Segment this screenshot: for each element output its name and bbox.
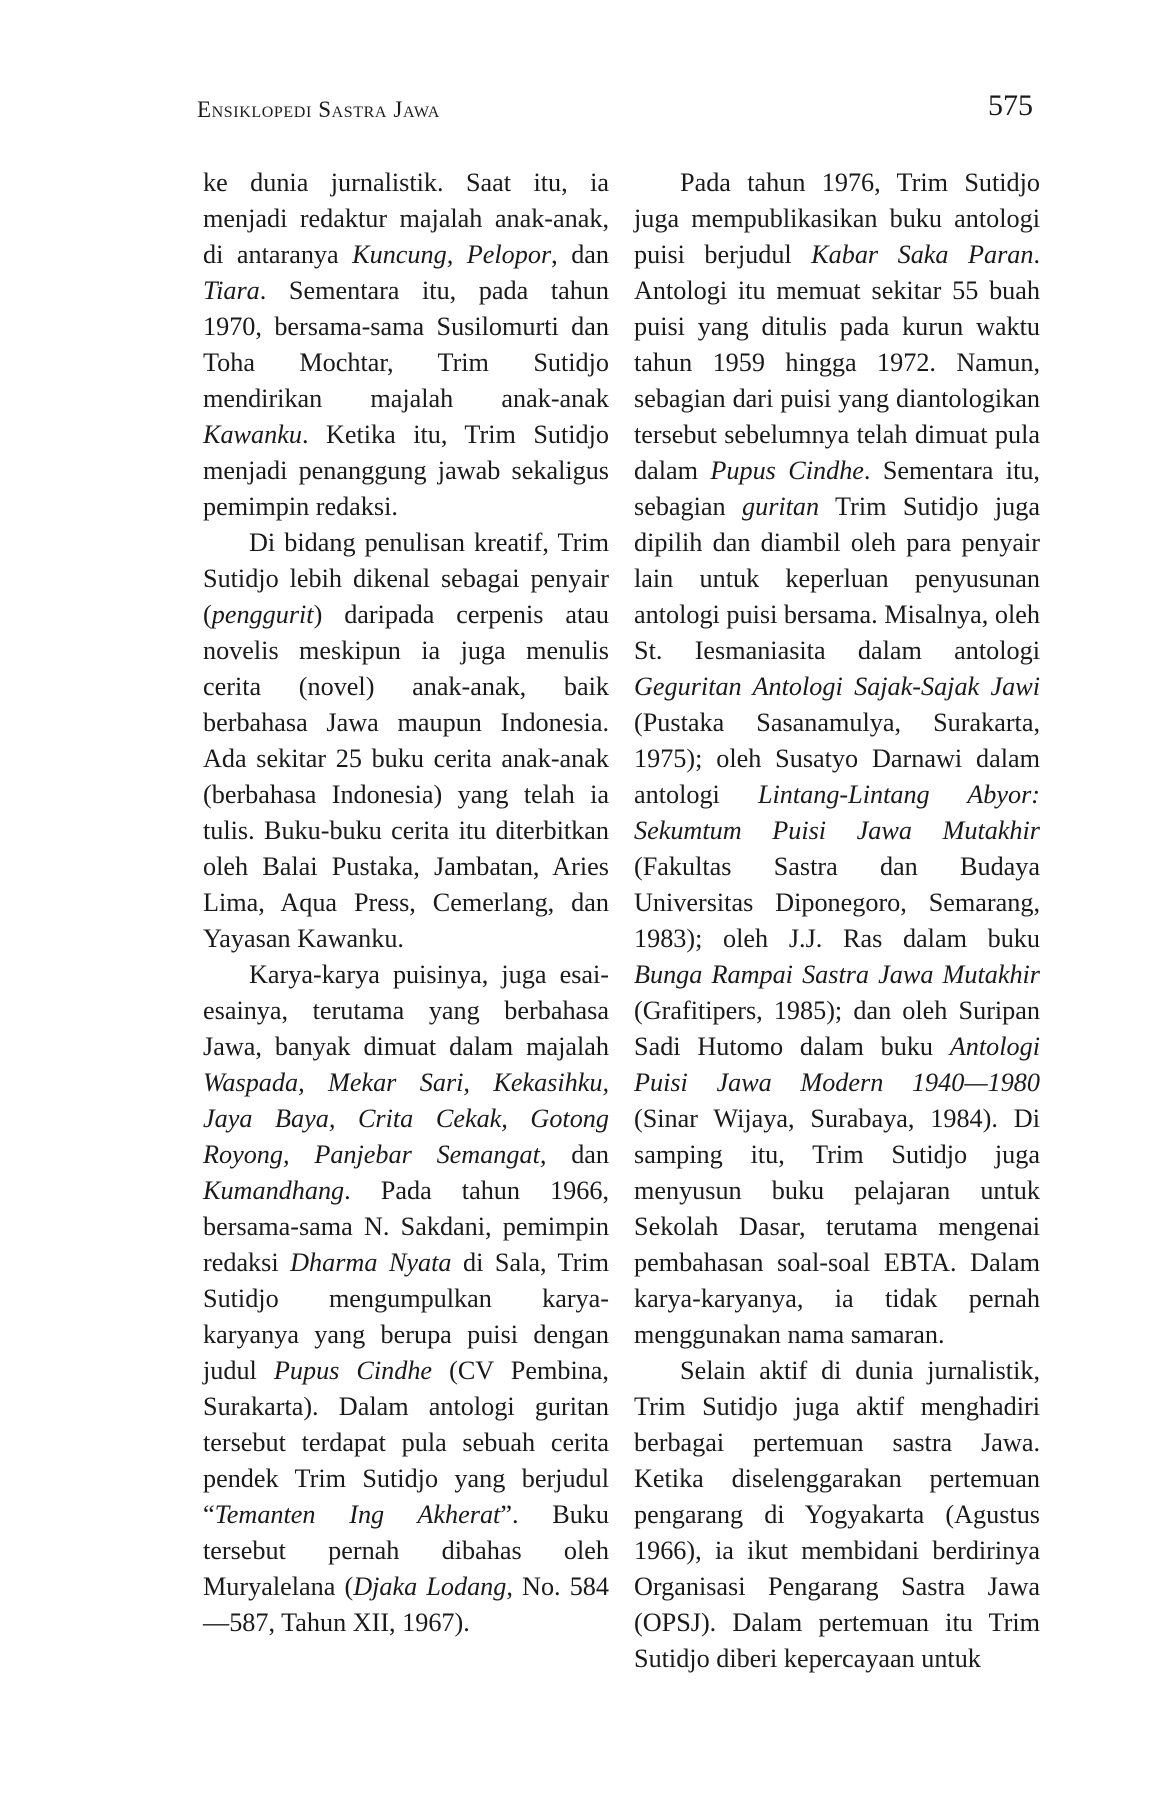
paragraph: [203, 957, 609, 1641]
italic-text: Pupus Cindhe: [710, 456, 864, 485]
italic-text: Geguritan Antologi Sajak-Sajak Jawi: [634, 672, 1040, 701]
italic-text: penggurit: [211, 600, 314, 629]
left-column: [203, 165, 609, 1641]
body-text: Pada tahun 1976, Trim Sutidjo juga mempublikasikan buku antologi puisi berjudul: [634, 168, 1040, 269]
body-text: . Sementara itu, sebagian: [634, 456, 1040, 521]
italic-text: Kuncung, Pelopor: [352, 240, 552, 269]
body-text: . Sementara itu, pada tahun 1970, bersama-sama Susilomurti dan Toha Mochtar, Trim Sutidjo mendirikan majalah anak-anak: [203, 276, 609, 413]
body-text: ke dunia jurnalistik. Saat itu, ia menjadi redaktur majalah anak-anak, di antaranya: [203, 168, 609, 269]
body-text: , No. 584—587, Tahun XII, 1967).: [203, 1572, 609, 1637]
body-text: Selain aktif di dunia jurnalistik, Trim Sutidjo juga aktif menghadiri berbagai pertemuan sastra Jawa. Ketika diselenggarakan pertemuan pengarang di Yogyakarta (Agustus 1966), ia ikut membidani berdirinya Organisasi Pengarang Sastra Jawa (OPSJ). Dalam pertemuan itu Trim Sutidjo diberi kepercayaan untuk: [634, 1356, 1040, 1673]
body-text: ”. Buku tersebut pernah dibahas oleh Muryalelana (: [203, 1500, 609, 1601]
body-text: . Pada tahun 1966, bersama-sama N. Sakdani, pemimpin redaksi: [203, 1176, 609, 1277]
italic-text: Temanten Ing Akherat: [214, 1500, 501, 1529]
italic-text: guritan: [742, 492, 820, 521]
italic-text: Pupus Cindhe: [273, 1356, 433, 1385]
page-number: 575: [988, 89, 1033, 122]
italic-text: Antologi Puisi Jawa Modern 1940—1980: [634, 1032, 1040, 1097]
body-text: dan: [546, 1140, 609, 1169]
right-column: [634, 165, 1040, 1677]
italic-text: Tiara: [203, 276, 260, 305]
paragraph: [634, 1353, 1040, 1677]
italic-text: Kawanku: [203, 420, 302, 449]
italic-text: Lintang-Lintang Abyor: Sekumtum Puisi Jawa Mutakhir: [634, 780, 1040, 845]
italic-text: Djaka Lodang: [353, 1572, 507, 1601]
body-text: . Ketika itu, Trim Sutidjo menjadi penanggung jawab sekaligus pemimpin redaksi.: [203, 420, 609, 521]
body-text: ) daripada cerpenis atau novelis meskipun ia juga menulis cerita (novel) anak-anak, baik berbahasa Jawa maupun Indonesia. Ada sekitar 25 buku cerita anak-anak (berbahasa Indonesia) yang telah ia tulis. Buku-buku cerita itu diterbitkan oleh Balai Pustaka, Jambatan, Aries Lima, Aqua Press, Cemerlang, dan Yayasan Kawanku.: [203, 600, 609, 953]
body-text: (Pustaka Sasanamulya, Surakarta, 1975); oleh Susatyo Darnawi dalam antologi: [634, 708, 1040, 809]
italic-text: Bunga Rampai Sastra Jawa Mutakhir: [634, 960, 1040, 989]
body-text: . Antologi itu memuat sekitar 55 buah puisi yang ditulis pada kurun waktu tahun 1959 hingga 1972. Namun, sebagian dari puisi yang diantologikan tersebut sebelumnya telah dimuat pula dalam: [634, 240, 1040, 485]
body-text: (Grafitipers, 1985); dan oleh Suripan Sadi Hutomo dalam buku: [634, 996, 1040, 1061]
italic-text: Dharma Nyata: [290, 1248, 452, 1277]
body-text: (Fakultas Sastra dan Budaya Universitas Diponegoro, Semarang, 1983); oleh J.J. Ras dalam buku: [634, 852, 1040, 953]
italic-text: Waspada, Mekar Sari, Kekasihku, Jaya Baya, Crita Cekak, Gotong Royong, Panjebar Semangat,: [203, 1068, 609, 1169]
body-text: , dan: [551, 240, 610, 269]
body-text: di Sala, Trim Sutidjo mengumpulkan karya-karyanya yang berupa puisi dengan judul: [203, 1248, 609, 1385]
page-header: [197, 89, 1033, 129]
body-text: (CV Pembina, Surakarta). Dalam antologi guritan tersebut terdapat pula sebuah cerita pendek Trim Sutidjo yang berjudul “: [203, 1356, 609, 1529]
body-text: Di bidang penulisan kreatif, Trim Sutidjo lebih dikenal sebagai penyair (: [203, 528, 609, 629]
running-head: Ensiklopedi Sastra Jawa: [197, 97, 440, 122]
body-text: (Sinar Wijaya, Surabaya, 1984). Di samping itu, Trim Sutidjo juga menyusun buku pelajaran untuk Sekolah Dasar, terutama mengenai pembahasan soal-soal EBTA. Dalam karya-karyanya, ia tidak pernah menggunakan nama samaran.: [634, 1104, 1040, 1349]
italic-text: Kumandhang: [203, 1176, 345, 1205]
paragraph: [203, 165, 609, 525]
body-text: Karya-karya puisinya, juga esai-esainya, terutama yang berbahasa Jawa, banyak dimuat dalam majalah: [203, 960, 609, 1061]
paragraph: [634, 165, 1040, 1353]
paragraph: [203, 525, 609, 957]
body-text: Trim Sutidjo juga dipilih dan diambil oleh para penyair lain untuk keperluan penyusunan antologi puisi bersama. Misalnya, oleh St. Iesmaniasita dalam antologi: [634, 492, 1040, 665]
italic-text: Kabar Saka Paran: [811, 240, 1034, 269]
